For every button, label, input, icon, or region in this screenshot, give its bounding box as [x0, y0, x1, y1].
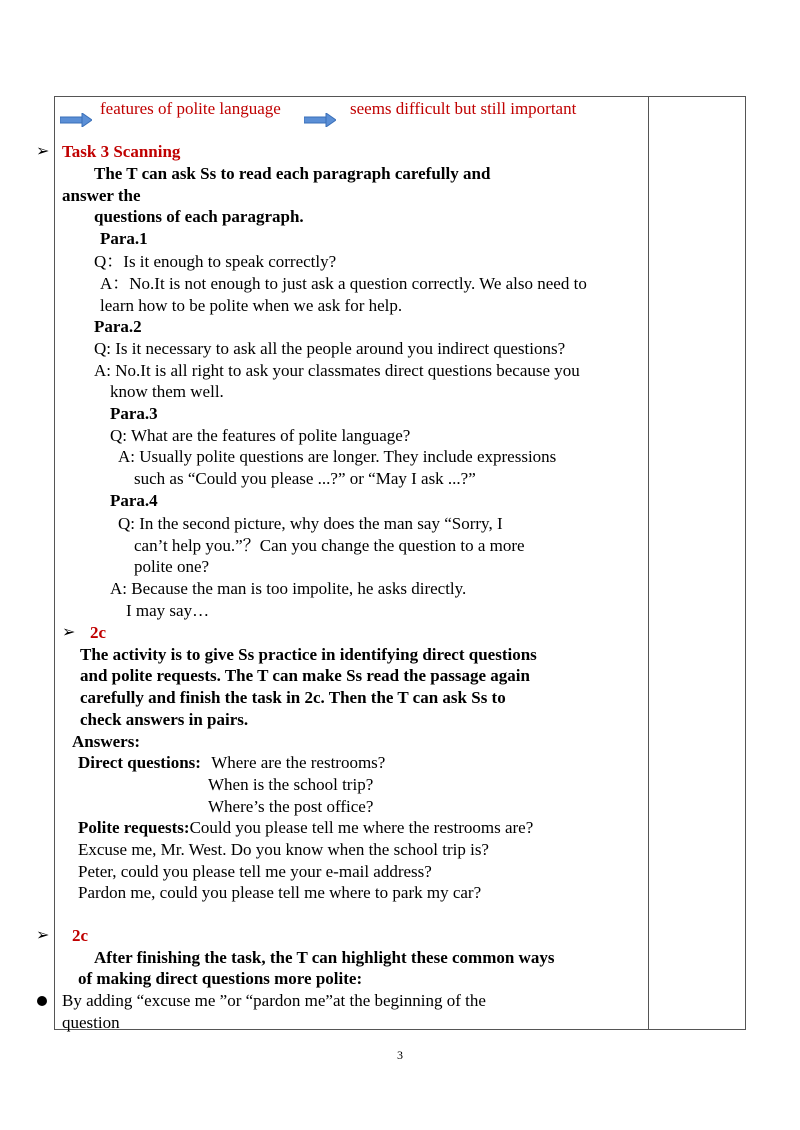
- right-arrow-icon: [304, 113, 336, 127]
- para4-answer: A: Because the man is too impolite, he asks directly.: [110, 579, 467, 598]
- polite-request-3: Peter, could you please tell me your e-mail address?: [78, 862, 432, 881]
- header-importance-text: seems difficult but still important: [350, 99, 577, 118]
- para2-label: Para.2: [94, 317, 142, 336]
- direct-question-2: When is the school trip?: [208, 775, 374, 794]
- section-2c-text: The activity is to give Ss practice in identifying direct questions: [80, 645, 537, 664]
- triangle-bullet-icon: ➢: [62, 624, 76, 641]
- para2-answer-cont: know them well.: [110, 382, 224, 401]
- para4-question-cont: can’t help you.”？Can you change the question to a more: [134, 536, 525, 555]
- para4-answer-cont: I may say…: [126, 601, 210, 620]
- para1-answer: A：No.It is not enough to just ask a question correctly. We also need to: [100, 274, 587, 293]
- section-2c-title-second: 2c: [72, 926, 89, 945]
- header-feature-text: features of polite language: [100, 99, 281, 118]
- para4-label: Para.4: [110, 491, 158, 510]
- page-number: 3: [397, 1048, 403, 1062]
- task3-intro-text: The T can ask Ss to read each paragraph carefully and: [94, 164, 491, 183]
- polite-request-2: Excuse me, Mr. West. Do you know when the school trip is?: [78, 840, 489, 859]
- para4-question: Q: In the second picture, why does the man say “Sorry, I: [118, 514, 503, 533]
- task3-intro: [94, 164, 580, 184]
- para3-question: Q: What are the features of polite language?: [110, 426, 411, 445]
- para2-question: Q: Is it necessary to ask all the people around you indirect questions?: [94, 339, 566, 358]
- polite-requests-label: Polite requests:: [78, 818, 190, 837]
- bullet-text: By adding “excuse me ”or “pardon me”at the beginning of the: [62, 991, 486, 1010]
- direct-questions-label: Direct questions:: [78, 753, 201, 772]
- task3-title: Task 3 Scanning: [62, 142, 181, 161]
- polite-request-4: Pardon me, could you please tell me where to park my car?: [78, 883, 482, 902]
- column-divider: [648, 96, 649, 1030]
- direct-questions-row: [78, 753, 385, 773]
- round-bullet-icon: [37, 996, 47, 1006]
- direct-question-1: Where are the restrooms?: [211, 753, 386, 772]
- para3-label: Para.3: [110, 404, 158, 423]
- polite-requests-row: [78, 818, 533, 838]
- para1-answer-cont: learn how to be polite when we ask for help.: [100, 296, 403, 315]
- section-2c-second-text: After finishing the task, the T can highlight these common ways: [94, 948, 555, 967]
- direct-question-3: Where’s the post office?: [208, 797, 374, 816]
- section-2c-second-text: of making direct questions more polite:: [78, 969, 363, 988]
- section-2c-text: carefully and finish the task in 2c. Then the T can ask Ss to: [80, 688, 506, 707]
- task3-intro-cont: answer the: [62, 186, 141, 205]
- section-2c-text: check answers in pairs.: [80, 710, 249, 729]
- right-arrow-icon: [60, 113, 92, 127]
- bullet-text-cont: question: [62, 1013, 120, 1032]
- section-2c-text: and polite requests. The T can make Ss read the passage again: [80, 666, 530, 685]
- triangle-bullet-icon: ➢: [36, 143, 50, 160]
- para1-question: Q：Is it enough to speak correctly?: [94, 252, 337, 271]
- section-2c-title: 2c: [90, 623, 107, 642]
- triangle-bullet-icon: ➢: [36, 927, 50, 944]
- para1-label: Para.1: [100, 229, 148, 248]
- polite-request-1: Could you please tell me where the restrooms are?: [189, 818, 534, 837]
- para4-question-cont2: polite one?: [134, 557, 210, 576]
- para3-answer: A: Usually polite questions are longer. They include expressions: [118, 447, 557, 466]
- answers-label: Answers:: [72, 732, 140, 751]
- task3-intro-cont2: questions of each paragraph.: [94, 207, 304, 226]
- para3-answer-cont: such as “Could you please ...?” or “May I ask ...?”: [134, 469, 476, 488]
- para2-answer: A: No.It is all right to ask your classmates direct questions because you: [94, 361, 580, 380]
